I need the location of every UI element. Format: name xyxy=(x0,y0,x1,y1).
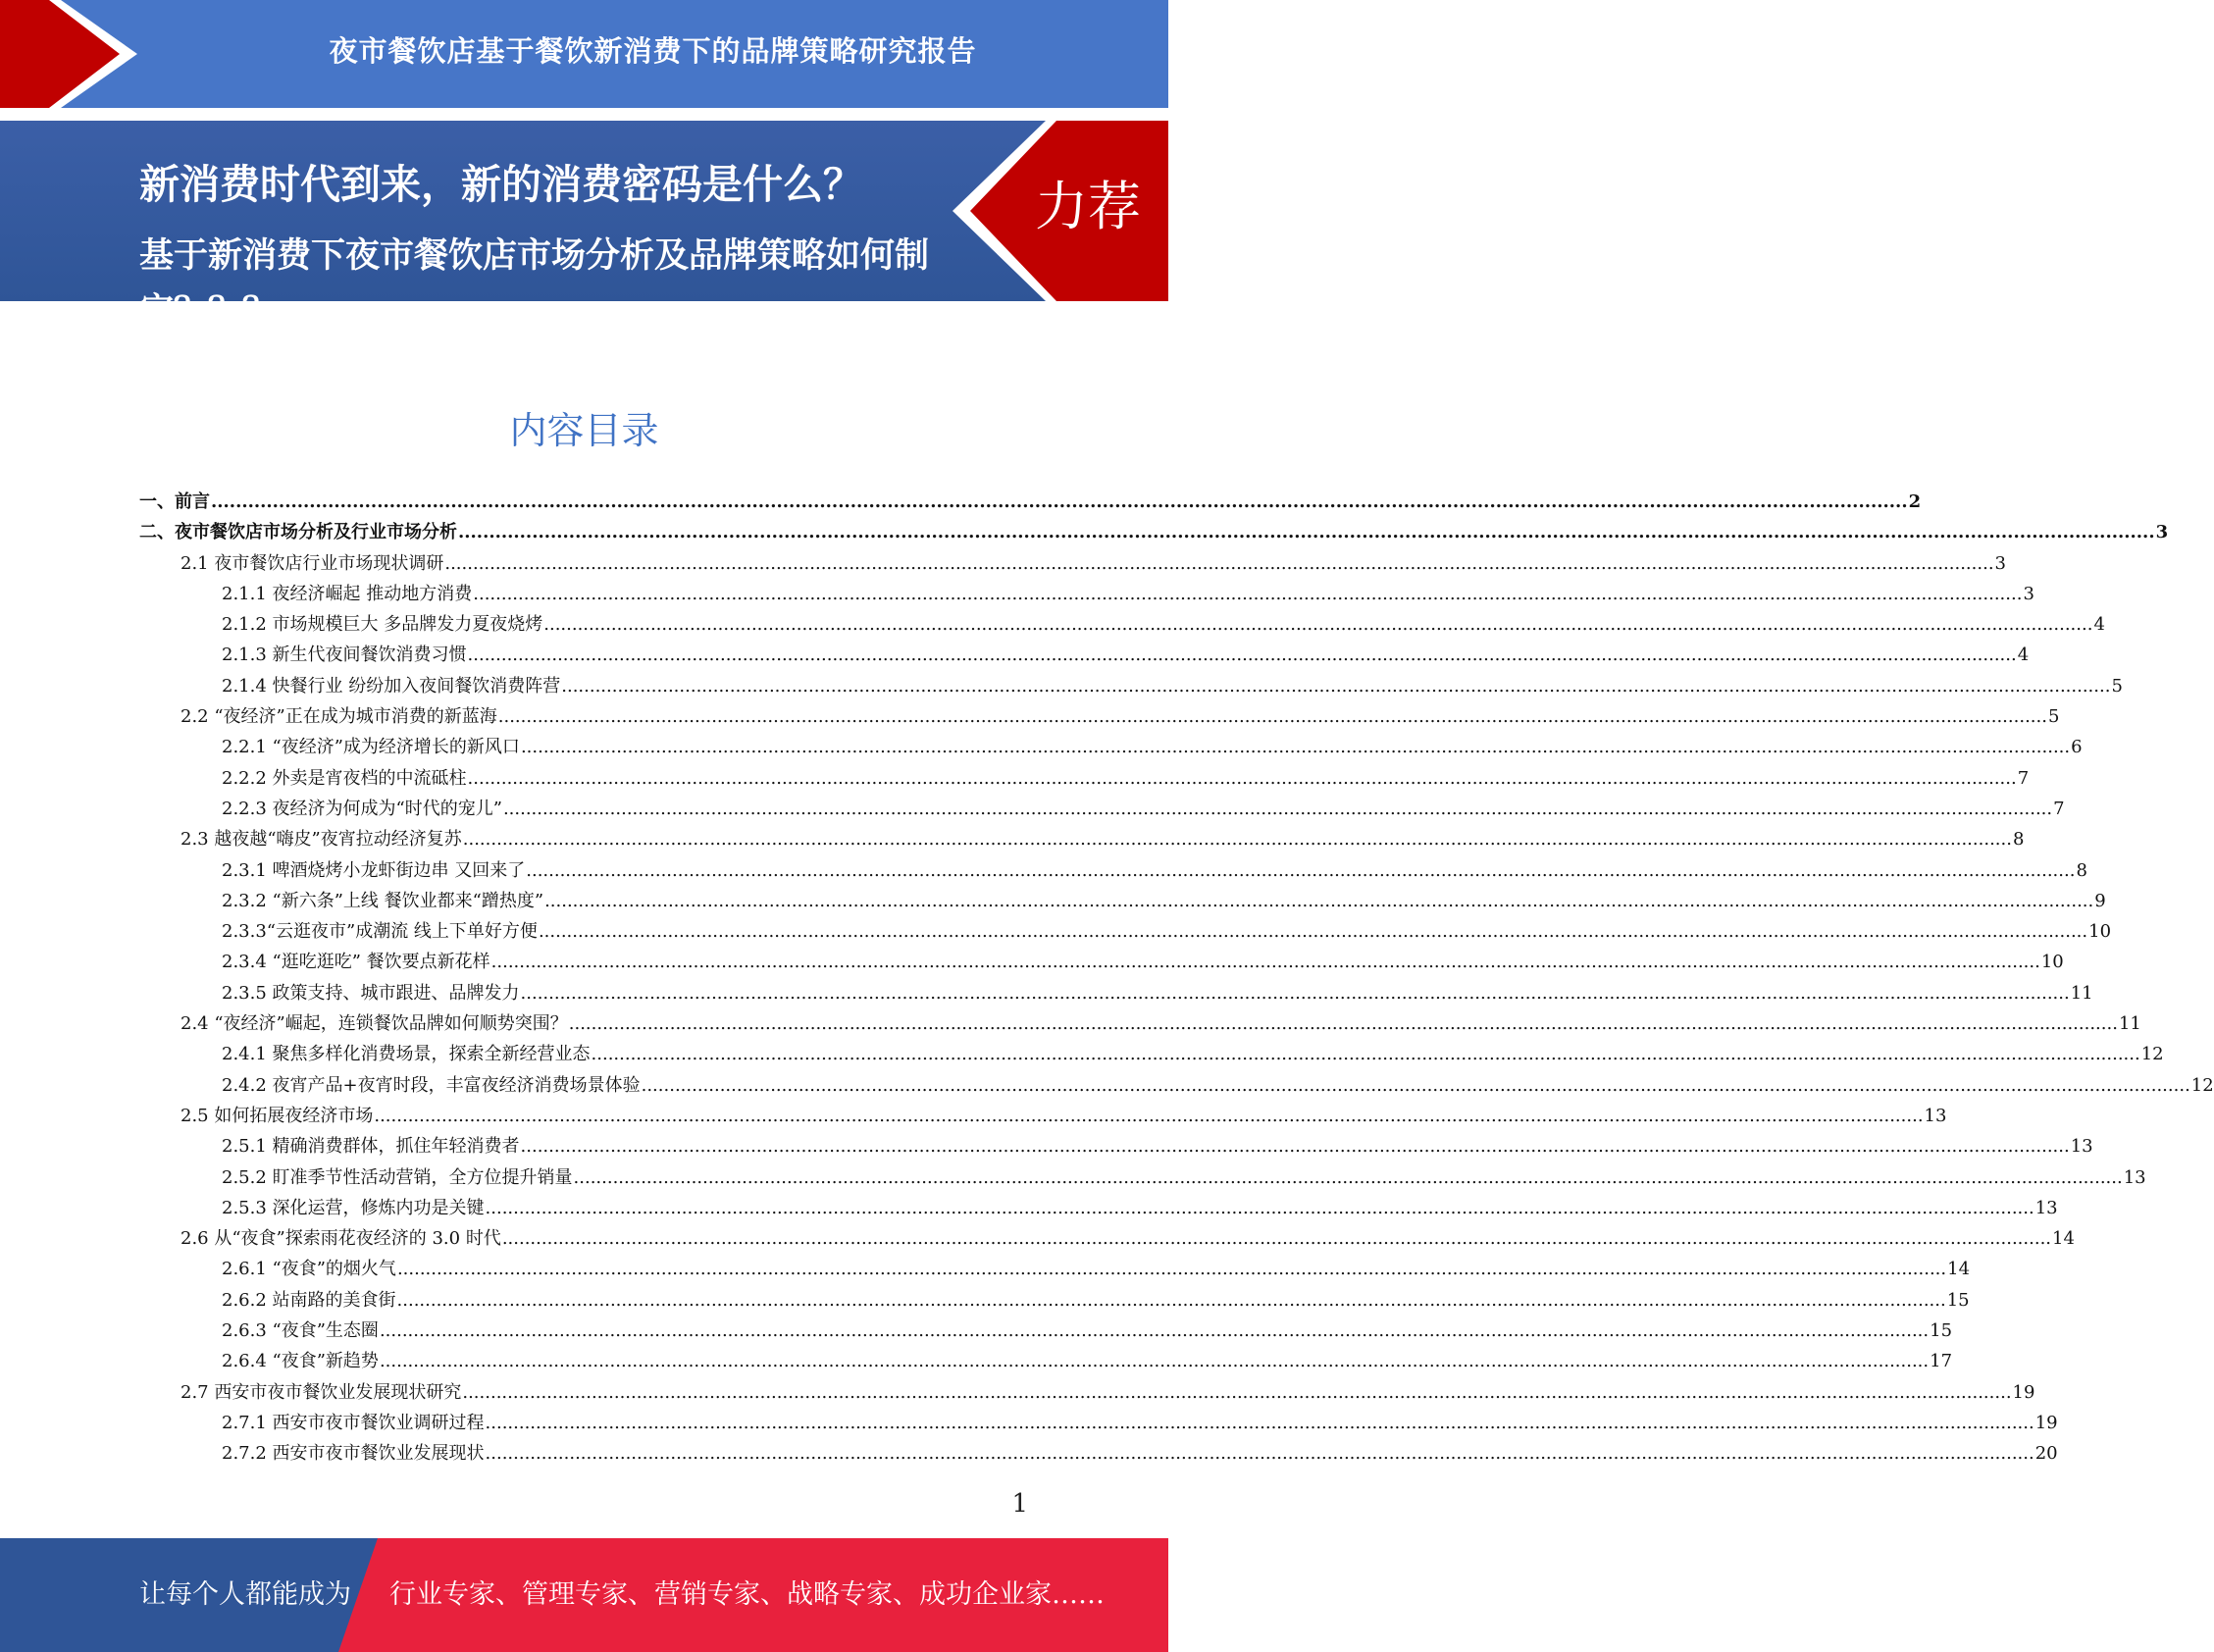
toc-entry[interactable] xyxy=(139,579,2034,609)
toc-entry-label: 2.3 越夜越“嗨皮”夜宵拉动经济复苏 xyxy=(180,829,462,851)
toc-leader-dots xyxy=(521,1131,2070,1162)
toc-entry-page: 5 xyxy=(2047,706,2060,728)
toc-entry-label: 2.2.3 夜经济为何成为“时代的宠儿” xyxy=(222,798,502,819)
toc-entry-page: 11 xyxy=(2118,1013,2141,1035)
banner-headline: 新消费时代到来，新的消费密码是什么？ xyxy=(139,161,863,208)
toc-entry-page: 11 xyxy=(2070,982,2093,1004)
toc-entry[interactable] xyxy=(139,1162,2146,1193)
toc-entry-label: 2.4 “夜经济”崛起，连锁餐饮品牌如何顺势突围？ xyxy=(180,1013,568,1035)
toc-leader-dots xyxy=(561,671,2110,701)
toc-entry[interactable] xyxy=(139,640,2030,670)
toc-entry-label: 2.2 “夜经济”正在成为城市消费的新蓝海 xyxy=(180,706,497,728)
toc-entry-label: 2.2.1 “夜经济”成为经济增长的新风口 xyxy=(222,737,520,758)
toc-leader-dots xyxy=(544,886,2093,916)
toc-leader-dots xyxy=(463,824,2012,854)
toc-leader-dots xyxy=(374,1101,1923,1131)
toc-entry-page: 15 xyxy=(1946,1289,1970,1311)
toc-leader-dots xyxy=(380,1316,1929,1346)
toc-leader-dots xyxy=(380,1346,1929,1376)
toc-entry[interactable] xyxy=(139,732,2083,762)
footer-roles: 行业专家、管理专家、营销专家、战略专家、成功企业家…… xyxy=(389,1579,1105,1610)
toc-entry-label: 2.6.1 “夜食”的烟火气 xyxy=(222,1259,396,1280)
toc-entry[interactable] xyxy=(139,855,2087,886)
toc-entry[interactable] xyxy=(139,1101,1947,1131)
toc-entry-page: 13 xyxy=(2070,1136,2093,1158)
toc-entry-label: 2.3.2 “新六条”上线 餐饮业都来“蹭热度” xyxy=(222,890,544,911)
toc-entry-page: 10 xyxy=(2040,952,2064,973)
toc-entry-page: 13 xyxy=(2034,1197,2058,1218)
toc-leader-dots xyxy=(498,701,2047,732)
toc-entry-page: 10 xyxy=(2088,921,2112,943)
toc-title: 内容目录 xyxy=(509,409,659,452)
report-title: 夜市餐饮店基于餐饮新消费下的品牌策略研究报告 xyxy=(329,33,977,68)
toc-entry-page: 4 xyxy=(2017,645,2030,666)
toc-entry-page: 5 xyxy=(2111,675,2123,697)
toc-entry-page: 8 xyxy=(2076,859,2087,881)
toc-entry-page: 7 xyxy=(2053,798,2065,819)
toc-entry-label: 2.2.2 外卖是宵夜档的中流砥柱 xyxy=(222,767,467,789)
toc-leader-dots xyxy=(543,609,2092,640)
toc-entry-page: 12 xyxy=(2140,1044,2164,1065)
toc-entry-page: 3 xyxy=(2155,522,2169,543)
toc-leader-dots xyxy=(539,916,2087,947)
toc-leader-dots xyxy=(211,487,1908,517)
toc-entry-page: 19 xyxy=(2012,1381,2035,1403)
toc-entry[interactable] xyxy=(139,1346,1953,1376)
toc-leader-dots xyxy=(486,1438,2034,1469)
toc-leader-dots xyxy=(397,1254,1946,1284)
toc-entry[interactable] xyxy=(139,1131,2093,1162)
toc-leader-dots xyxy=(468,763,2017,794)
toc-entry-page: 7 xyxy=(2017,767,2030,789)
table-of-contents xyxy=(139,487,2214,1470)
toc-leader-dots xyxy=(569,1008,2118,1039)
toc-entry[interactable] xyxy=(139,1039,2164,1069)
toc-entry[interactable] xyxy=(139,487,1922,517)
toc-leader-dots xyxy=(502,1223,2051,1254)
toc-entry-label: 2.3.5 政策支持、城市跟进、品牌发力 xyxy=(222,982,520,1004)
toc-entry[interactable] xyxy=(139,763,2030,794)
toc-entry[interactable] xyxy=(139,947,2064,977)
toc-entry-page: 4 xyxy=(2093,614,2105,636)
toc-entry-label: 2.1.1 夜经济崛起 推动地方消费 xyxy=(222,583,473,604)
promo-banner xyxy=(0,121,1168,331)
toc-entry-label: 2.3.4 “逛吃逛吃” 餐饮要点新花样 xyxy=(222,952,490,973)
toc-leader-dots xyxy=(486,1408,2034,1438)
toc-leader-dots xyxy=(458,517,2155,547)
chevron-arrow-icon xyxy=(0,0,157,108)
toc-entry-label: 2.7 西安市夜市餐饮业发展现状研究 xyxy=(180,1381,462,1403)
toc-entry-page: 19 xyxy=(2034,1412,2058,1433)
toc-entry[interactable] xyxy=(139,1408,2058,1438)
toc-entry[interactable] xyxy=(139,824,2025,854)
toc-leader-dots xyxy=(486,1193,2034,1223)
toc-entry-label: 2.4.1 聚焦多样化消费场景，探索全新经营业态 xyxy=(222,1044,591,1065)
toc-entry[interactable] xyxy=(139,1223,2075,1254)
toc-entry-label: 2.3.3“云逛夜市”成潮流 线上下单好方便 xyxy=(222,921,538,943)
toc-entry-label: 二、夜市餐饮店市场分析及行业市场分析 xyxy=(139,522,457,543)
toc-entry-label: 2.5.2 盯准季节性活动营销，全方位提升销量 xyxy=(222,1166,573,1188)
toc-entry[interactable] xyxy=(139,1070,2214,1101)
toc-entry-page: 8 xyxy=(2012,829,2025,851)
toc-leader-dots xyxy=(521,978,2070,1008)
toc-entry-label: 2.1.4 快餐行业 纷纷加入夜间餐饮消费阵营 xyxy=(222,675,561,697)
toc-entry[interactable] xyxy=(139,1008,2141,1039)
toc-entry[interactable] xyxy=(139,886,2106,916)
toc-entry-label: 2.6.4 “夜食”新趋势 xyxy=(222,1351,379,1372)
toc-entry-label: 2.4.2 夜宵产品+夜宵时段，丰富夜经济消费场景体验 xyxy=(222,1074,641,1096)
toc-entry-page: 3 xyxy=(2023,583,2034,604)
toc-entry[interactable] xyxy=(139,517,2169,547)
toc-leader-dots xyxy=(397,1285,1946,1316)
toc-leader-dots xyxy=(473,579,2022,609)
toc-entry-label: 2.6 从“夜食”探索雨花夜经济的 3.0 时代 xyxy=(180,1228,501,1250)
toc-entry[interactable] xyxy=(139,1316,1953,1346)
toc-entry[interactable] xyxy=(139,978,2093,1008)
banner-subheadline: 基于新消费下夜市餐饮店市场分析及品牌策略如何制定？？？ xyxy=(139,236,930,331)
toc-leader-dots xyxy=(642,1070,2190,1101)
toc-leader-dots xyxy=(526,855,2075,886)
toc-entry-page: 14 xyxy=(1947,1259,1971,1280)
toc-entry[interactable] xyxy=(139,609,2105,640)
toc-entry-page: 3 xyxy=(1994,552,2006,574)
footer-slogan: 让每个人都能成为 xyxy=(139,1579,351,1610)
toc-entry-label: 2.5 如何拓展夜经济市场 xyxy=(180,1105,374,1126)
toc-entry-page: 9 xyxy=(2094,890,2106,911)
toc-leader-dots xyxy=(468,640,2017,670)
toc-entry-label: 2.5.1 精确消费群体，抓住年轻消费者 xyxy=(222,1136,520,1158)
toc-entry-label: 2.5.3 深化运营，修炼内功是关键 xyxy=(222,1197,485,1218)
toc-entry-label: 一、前言 xyxy=(139,491,210,512)
toc-entry[interactable] xyxy=(139,1377,2035,1408)
page-number: 1 xyxy=(1011,1489,1028,1519)
toc-entry-label: 2.1.2 市场规模巨大 多品牌发力夏夜烧烤 xyxy=(222,614,543,636)
toc-entry-page: 13 xyxy=(2123,1166,2146,1188)
toc-entry[interactable] xyxy=(139,1254,1971,1284)
toc-entry[interactable] xyxy=(139,701,2060,732)
toc-entry-page: 2 xyxy=(1908,491,1922,512)
toc-entry[interactable] xyxy=(139,916,2112,947)
report-header-band xyxy=(0,0,1168,108)
toc-entry-label: 2.1.3 新生代夜间餐饮消费习惯 xyxy=(222,645,467,666)
toc-entry-page: 17 xyxy=(1930,1351,1953,1372)
toc-leader-dots xyxy=(444,548,1993,579)
toc-entry-label: 2.3.1 啤酒烧烤小龙虾街边串 又回来了 xyxy=(222,859,526,881)
toc-leader-dots xyxy=(521,732,2070,762)
recommend-badge: 力荐 xyxy=(1035,176,1141,237)
toc-entry-label: 2.7.1 西安市夜市餐饮业调研过程 xyxy=(222,1412,485,1433)
toc-leader-dots xyxy=(592,1039,2140,1069)
toc-leader-dots xyxy=(462,1377,2011,1408)
footer-band xyxy=(0,1538,1168,1652)
toc-leader-dots xyxy=(491,947,2040,977)
toc-entry-page: 12 xyxy=(2190,1074,2214,1096)
toc-entry-page: 13 xyxy=(1924,1105,1947,1126)
toc-entry[interactable] xyxy=(139,1193,2058,1223)
toc-leader-dots xyxy=(574,1162,2123,1193)
toc-entry-label: 2.1 夜市餐饮店行业市场现状调研 xyxy=(180,552,444,574)
toc-entry[interactable] xyxy=(139,794,2065,824)
toc-entry[interactable] xyxy=(139,1438,2058,1469)
header-divider xyxy=(0,108,1168,121)
toc-entry-label: 2.7.2 西安市夜市餐饮业发展现状 xyxy=(222,1443,485,1465)
toc-entry-label: 2.6.3 “夜食”生态圈 xyxy=(222,1320,379,1342)
toc-entry-page: 6 xyxy=(2071,737,2083,758)
toc-entry-page: 15 xyxy=(1930,1320,1953,1342)
toc-entry[interactable] xyxy=(139,548,2006,579)
toc-leader-dots xyxy=(503,794,2052,824)
toc-entry-page: 14 xyxy=(2052,1228,2075,1250)
toc-entry[interactable] xyxy=(139,1285,1970,1316)
toc-entry-label: 2.6.2 站南路的美食街 xyxy=(222,1289,396,1311)
toc-entry[interactable] xyxy=(139,671,2123,701)
toc-entry-page: 20 xyxy=(2034,1443,2058,1465)
